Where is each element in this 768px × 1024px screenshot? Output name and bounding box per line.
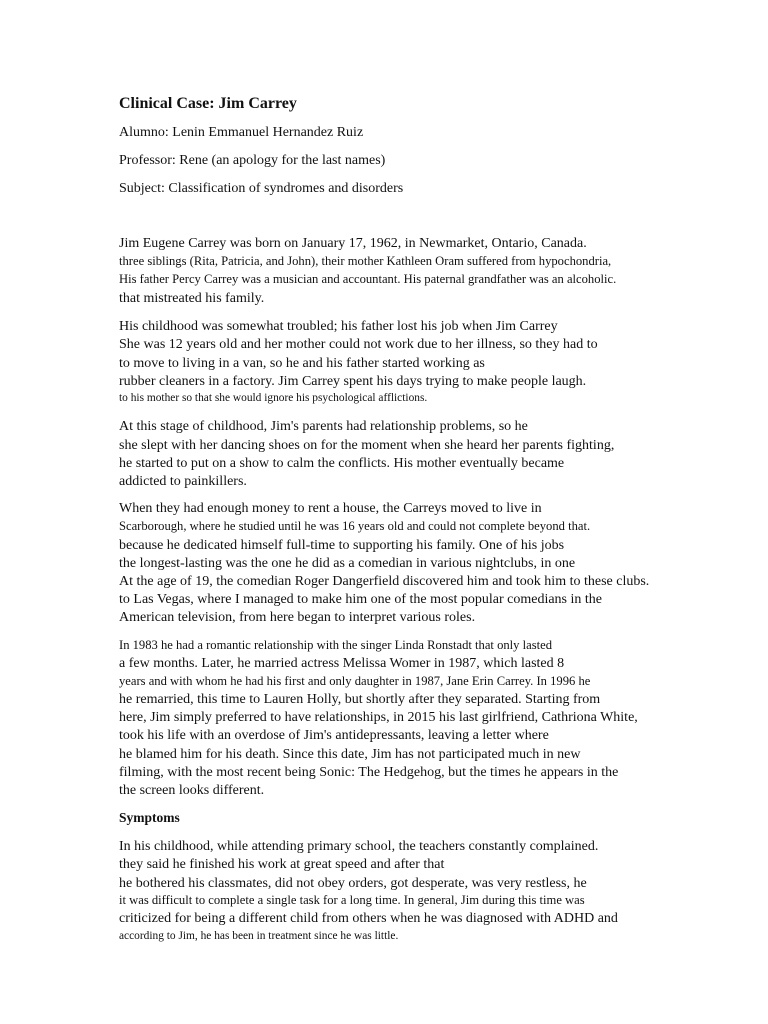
subject-line: Subject: Classification of syndromes and disorders bbox=[119, 181, 404, 196]
body-line: addicted to painkillers. bbox=[119, 474, 247, 489]
document-title: Clinical Case: Jim Carrey bbox=[119, 95, 297, 112]
body-line: At this stage of childhood, Jim's parents had relationship problems, so he bbox=[119, 419, 528, 434]
body-line: she slept with her dancing shoes on for the moment when she heard her parents fighting, bbox=[119, 438, 615, 453]
symptoms-line: they said he finished his work at great speed and after that bbox=[119, 857, 445, 872]
body-line: Scarborough, where he studied until he was 16 years old and could not complete beyond that. bbox=[119, 519, 591, 533]
body-line: His childhood was somewhat troubled; his father lost his job when Jim Carrey bbox=[119, 319, 558, 334]
student-line: Alumno: Lenin Emmanuel Hernandez Ruiz bbox=[119, 125, 364, 140]
body-line: took his life with an overdose of Jim's antidepressants, leaving a letter where bbox=[119, 728, 549, 743]
body-line: because he dedicated himself full-time to supporting his family. One of his jobs bbox=[119, 538, 565, 553]
body-line: When they had enough money to rent a house, the Carreys moved to live in bbox=[119, 501, 542, 516]
body-line: here, Jim simply preferred to have relationships, in 2015 his last girlfriend, Cathriona White, bbox=[119, 710, 638, 725]
body-line: three siblings (Rita, Patricia, and John), their mother Kathleen Oram suffered from hypochondria, bbox=[119, 254, 612, 268]
body-line: to move to living in a van, so he and his father started working as bbox=[119, 356, 485, 371]
professor-line: Professor: Rene (an apology for the last names) bbox=[119, 153, 386, 168]
body-line: he remarried, this time to Lauren Holly, but shortly after they separated. Starting from bbox=[119, 692, 601, 707]
body-line: She was 12 years old and her mother could not work due to her illness, so they had to bbox=[119, 337, 598, 352]
body-line: to Las Vegas, where I managed to make him one of the most popular comedians in the bbox=[119, 592, 602, 607]
body-line: His father Percy Carrey was a musician and accountant. His paternal grandfather was an alcoholic. bbox=[119, 272, 617, 286]
body-line: he started to put on a show to calm the conflicts. His mother eventually became bbox=[119, 456, 565, 471]
body-line: American television, from here began to interpret various roles. bbox=[119, 610, 476, 625]
body-line: filming, with the most recent being Sonic: The Hedgehog, but the times he appears in the bbox=[119, 765, 619, 780]
body-line: a few months. Later, he married actress Melissa Womer in 1987, which lasted 8 bbox=[119, 656, 565, 671]
symptoms-line: he bothered his classmates, did not obey orders, got desperate, was very restless, he bbox=[119, 876, 587, 891]
body-line: the screen looks different. bbox=[119, 783, 265, 798]
body-line: to his mother so that she would ignore his psychological afflictions. bbox=[119, 392, 428, 404]
symptoms-line: In his childhood, while attending primary school, the teachers constantly complained. bbox=[119, 839, 599, 854]
symptoms-line: it was difficult to complete a single task for a long time. In general, Jim during this time was bbox=[119, 893, 585, 907]
symptoms-line: according to Jim, he has been in treatment since he was little. bbox=[119, 930, 399, 942]
body-line: In 1983 he had a romantic relationship with the singer Linda Ronstadt that only lasted bbox=[119, 638, 552, 652]
body-line: that mistreated his family. bbox=[119, 291, 265, 306]
body-line: he blamed him for his death. Since this date, Jim has not participated much in new bbox=[119, 747, 581, 762]
symptoms-line: criticized for being a different child from others when he was diagnosed with ADHD and bbox=[119, 911, 618, 926]
body-line: the longest-lasting was the one he did as a comedian in various nightclubs, in one bbox=[119, 556, 576, 571]
body-line: At the age of 19, the comedian Roger Dangerfield discovered him and took him to these clubs. bbox=[119, 574, 650, 589]
body-line: Jim Eugene Carrey was born on January 17, 1962, in Newmarket, Ontario, Canada. bbox=[119, 236, 587, 251]
symptoms-heading: Symptoms bbox=[119, 810, 180, 825]
body-line: years and with whom he had his first and only daughter in 1987, Jane Erin Carrey. In 1996 he bbox=[119, 674, 591, 688]
body-line: rubber cleaners in a factory. Jim Carrey spent his days trying to make people laugh. bbox=[119, 374, 587, 389]
